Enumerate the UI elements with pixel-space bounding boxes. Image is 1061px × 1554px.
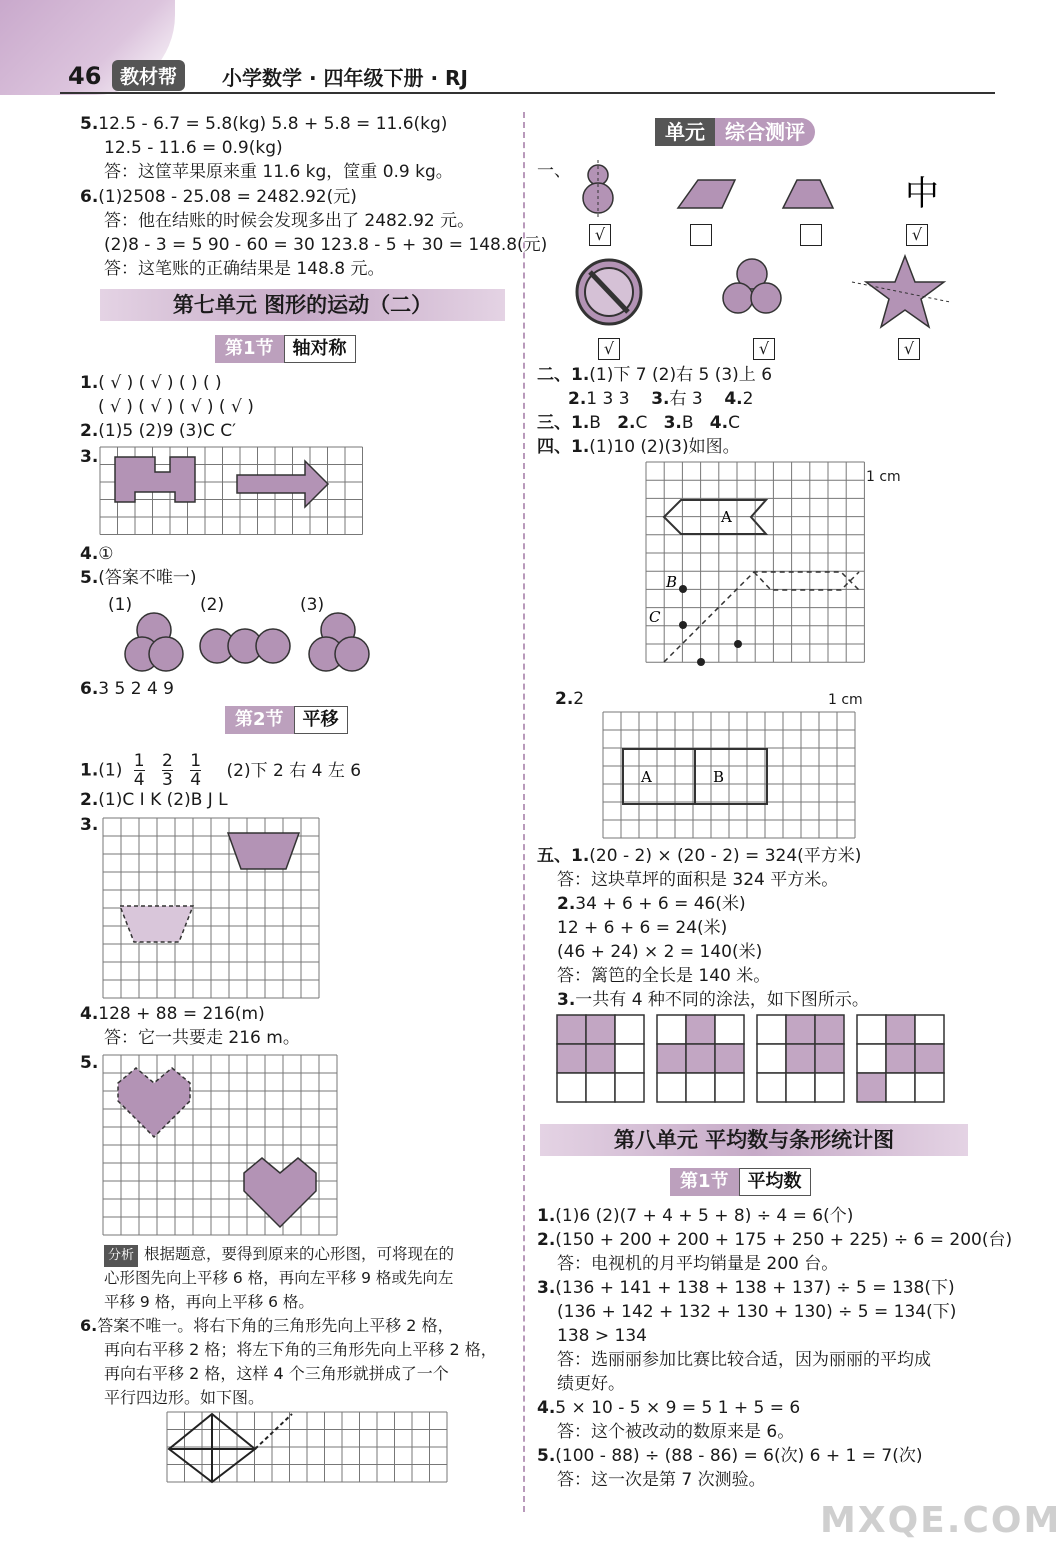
s8-answer-5-conclusion: 答：这一次是第 7 次测验。 — [557, 1470, 766, 1490]
rectangle-a — [623, 749, 695, 804]
star-shape — [866, 256, 944, 327]
arrow-shape — [237, 461, 328, 507]
coloring-cell — [757, 1044, 786, 1073]
s2-answer-4-conclusion: 答：它一共要走 216 m。 — [104, 1028, 300, 1048]
review-tag: 单元 — [655, 118, 715, 146]
answer-5-line2: 12.5 - 11.6 = 0.9(kg) — [104, 138, 283, 158]
coloring-cell — [786, 1044, 815, 1073]
symmetry-figures-row-2 — [572, 252, 952, 337]
label-a: A — [641, 768, 652, 786]
review-part-4-1: 四、1.(1)10 (2)(3)如图。 — [537, 437, 740, 457]
section-8-1-heading — [670, 1168, 811, 1196]
s8-answer-4-conclusion: 答：这个被改动的数原来是 6。 — [557, 1422, 795, 1442]
scale-label-1: 1 cm — [866, 469, 901, 485]
unit-8-title: 第八单元 平均数与条形统计图 — [540, 1124, 968, 1156]
coloring-cell — [586, 1044, 615, 1073]
column-divider — [523, 112, 525, 1512]
s2-answer-6-line3: 再向右平移 2 格，这样 4 个三角形就拼成了一个 — [104, 1364, 449, 1383]
coloring-cell — [586, 1015, 615, 1044]
answer-6-part2: (2)8 - 3 = 5 90 - 60 = 30 123.8 - 5 + 30 = 148.8(元) — [104, 235, 548, 255]
s8-answer-3: 3.(136 + 141 + 138 + 138 + 137) ÷ 5 = 138(下) — [537, 1278, 955, 1298]
section-tag: 第2节 — [225, 706, 294, 734]
watermark: MXQE.COM — [820, 1500, 1061, 1541]
review-part-2-rest: 2.1 3 3 3.右 3 4.2 — [568, 389, 754, 409]
review-name: 综合测评 — [715, 118, 815, 146]
coloring-cell — [557, 1073, 586, 1102]
checkbox: √ — [598, 338, 620, 360]
s8-answer-2: 2.(150 + 200 + 200 + 175 + 250 + 225) ÷ 6 = 200(台) — [537, 1230, 1013, 1250]
coloring-cell — [715, 1044, 744, 1073]
s8-answer-5: 5.(100 - 88) ÷ (88 - 86) = 6(次) 6 + 1 = 7(次) — [537, 1446, 923, 1466]
section-tag: 第1节 — [670, 1168, 739, 1196]
s2-answer-6-line4: 平行四边形。如下图。 — [104, 1388, 265, 1407]
coloring-cell — [786, 1015, 815, 1044]
coloring-cell — [757, 1073, 786, 1102]
translation-grid — [103, 818, 323, 998]
checkbox — [690, 224, 712, 246]
s8-answer-3-conclusion-2: 绩更好。 — [557, 1374, 625, 1394]
s8-answer-2-conclusion: 答：电视机的月平均销量是 200 台。 — [557, 1254, 839, 1274]
review-part-5-2: 2.34 + 6 + 6 = 46(米) — [557, 894, 746, 914]
book-title: 小学数学 · 四年级下册 · RJ — [222, 66, 468, 90]
answer-5: 5.12.5 - 6.7 = 5.8(kg) 5.8 + 5.8 = 11.6(kg) — [80, 114, 448, 134]
analysis-line-2: 心形图先向上平移 6 格，再向左平移 9 格或先向左 — [104, 1269, 454, 1287]
area-grid — [603, 712, 863, 842]
coloring-cell — [915, 1044, 944, 1073]
coloring-cell — [915, 1073, 944, 1102]
section-2-heading — [225, 706, 348, 734]
checkbox: √ — [589, 224, 611, 246]
coloring-cell — [557, 1015, 586, 1044]
symmetry-figures-row-1 — [575, 160, 945, 225]
label-a: A — [721, 508, 732, 526]
zhong-character: 中 — [905, 174, 939, 214]
s1-answer-2: 2.(1)5 (2)9 (3)C C′ — [80, 421, 236, 441]
s2-answer-6-line2: 再向右平移 2 格；将左下角的三角形先向上平移 2 格， — [104, 1340, 497, 1359]
review-part-5-2b: 12 + 6 + 6 = 24(米) — [557, 918, 728, 938]
symmetric-shape — [115, 457, 195, 502]
header-rule — [60, 92, 995, 94]
coloring-cell — [886, 1044, 915, 1073]
circle-figures — [120, 612, 390, 674]
s2-answer-2: 2.(1)C I K (2)B J L — [80, 790, 228, 810]
review-part-2-1: 二、1.(1)下 7 (2)右 5 (3)上 6 — [537, 365, 773, 385]
s1-answer-4: 4.① — [80, 544, 114, 564]
trapezoid-original-shape — [120, 906, 193, 942]
checkbox: √ — [753, 338, 775, 360]
circle-shape — [335, 637, 369, 671]
trapezoid-shape — [783, 180, 833, 208]
coloring-cell — [886, 1015, 915, 1044]
checkbox — [800, 224, 822, 246]
review-part-5-1: 五、1.(20 - 2) × (20 - 2) = 324(平方米) — [537, 846, 862, 866]
s2-answer-3-label: 3. — [80, 815, 99, 835]
brand-badge: 教材帮 — [112, 60, 185, 91]
circles-label-3: (3) — [300, 595, 325, 615]
answer-6-conclusion-2: 答：这笔账的正确结果是 148.8 元。 — [104, 259, 385, 279]
s1-answer-1a: 1.( √ ) ( √ ) ( ) ( ) — [80, 373, 222, 393]
review-heading — [655, 118, 815, 146]
coloring-cell — [715, 1073, 744, 1102]
coloring-cell — [686, 1044, 715, 1073]
review-part-5-3: 3.一共有 4 种不同的涂法，如下图所示。 — [557, 990, 869, 1010]
section-tag: 第1节 — [215, 335, 284, 363]
heart-grid — [103, 1055, 343, 1240]
s1-answer-1b: ( √ ) ( √ ) ( √ ) ( √ ) — [98, 397, 254, 417]
rectangle-b — [695, 749, 767, 804]
fraction: $\frac{1}{4}$ — [133, 751, 145, 790]
section-name: 轴对称 — [284, 335, 356, 363]
coloring-cell — [686, 1073, 715, 1102]
coloring-cell — [815, 1015, 844, 1044]
answer-6-conclusion-1: 答：他在结账的时候会发现多出了 2482.92 元。 — [104, 211, 475, 231]
answer-6: 6.(1)2508 - 25.08 = 2482.92(元) — [80, 187, 357, 207]
coloring-cell — [657, 1073, 686, 1102]
coloring-cell — [815, 1044, 844, 1073]
s8-answer-4: 4.5 × 10 - 5 × 9 = 5 1 + 5 = 6 — [537, 1398, 801, 1418]
circles-label-2: (2) — [200, 595, 225, 615]
coloring-grids — [557, 1015, 947, 1105]
fraction: $\frac{2}{3}$ — [162, 751, 173, 790]
coloring-cell — [586, 1073, 615, 1102]
s8-answer-1: 1.(1)6 (2)(7 + 4 + 5 + 8) ÷ 4 = 6(个) — [537, 1206, 854, 1226]
s2-answer-5-label: 5. — [80, 1053, 99, 1073]
checkbox: √ — [906, 224, 928, 246]
scale-label-2: 1 cm — [828, 692, 863, 708]
section-1-heading — [215, 335, 356, 363]
coloring-cell — [615, 1015, 644, 1044]
s1-answer-3-label: 3. — [80, 447, 99, 467]
coloring-cell — [686, 1015, 715, 1044]
coloring-cell — [857, 1073, 886, 1102]
review-part-5-2-conclusion: 答：篱笆的全长是 140 米。 — [557, 966, 771, 986]
parallelogram-shape — [678, 180, 735, 208]
coloring-cell — [657, 1044, 686, 1073]
s8-answer-3-conclusion: 答：选丽丽参加比赛比较合适，因为丽丽的平均成 — [557, 1350, 931, 1370]
circle-shape — [256, 629, 290, 663]
point-b — [679, 585, 687, 593]
s2-answer-4: 4.128 + 88 = 216(m) — [80, 1004, 265, 1024]
analysis-line-1: 分析 根据题意，要得到原来的心形图，可将现在的 — [104, 1243, 454, 1267]
s8-answer-3b: (136 + 142 + 132 + 130 + 130) ÷ 5 = 134(下) — [557, 1302, 957, 1322]
point-c — [679, 621, 687, 629]
coloring-cell — [857, 1044, 886, 1073]
circle-shape — [149, 637, 183, 671]
coloring-cell — [757, 1015, 786, 1044]
coloring-cell — [786, 1073, 815, 1102]
review-part-5-1-conclusion: 答：这块草坪的面积是 324 平方米。 — [557, 870, 839, 890]
review-part-1-label: 一、 — [537, 161, 571, 181]
coloring-cell — [915, 1015, 944, 1044]
coloring-cell — [615, 1044, 644, 1073]
dashed-guide — [255, 1414, 292, 1449]
coloring-cell — [615, 1073, 644, 1102]
s2-answer-6: 6.答案不唯一。将右下角的三角形先向上平移 2 格， — [80, 1316, 454, 1335]
section-name: 平移 — [294, 706, 348, 734]
s8-answer-3c: 138 > 134 — [557, 1326, 647, 1346]
trapezoid-shape — [228, 833, 299, 869]
unit-7-title: 第七单元 图形的运动（二） — [100, 289, 505, 321]
coloring-cell — [857, 1015, 886, 1044]
s1-answer-6: 6.3 5 2 4 9 — [80, 679, 174, 699]
review-part-5-2c: (46 + 24) × 2 = 140(米) — [557, 942, 763, 962]
label-b: B — [713, 768, 725, 786]
section-name: 平均数 — [739, 1168, 811, 1196]
coloring-cell — [557, 1044, 586, 1073]
symmetry-grid — [100, 447, 370, 542]
coloring-cell — [657, 1015, 686, 1044]
fraction: $\frac{1}{4}$ — [190, 751, 202, 790]
label-c: C — [649, 608, 661, 626]
circles-label-1: (1) — [108, 595, 133, 615]
label-b: B — [666, 573, 678, 591]
review-part-3: 三、1.B 2.C 3.B 4.C — [537, 413, 740, 433]
rotation-grid — [646, 462, 896, 682]
review-part-4-2: 2.2 — [555, 689, 585, 709]
answer-5-conclusion: 答：这筐苹果原来重 11.6 kg，筐重 0.9 kg。 — [104, 162, 453, 182]
parallelogram-grid — [167, 1412, 457, 1484]
circle-shape — [751, 283, 781, 313]
coloring-cell — [715, 1015, 744, 1044]
coloring-cell — [886, 1073, 915, 1102]
page-number: 46 — [68, 62, 102, 90]
checkbox: √ — [898, 338, 920, 360]
analysis-line-3: 平移 9 格，再向上平移 6 格。 — [104, 1293, 314, 1311]
circle-shape — [723, 283, 753, 313]
s1-answer-5: 5.(答案不唯一) — [80, 568, 197, 588]
analysis-tag: 分析 — [104, 1245, 138, 1267]
s2-answer-1: 1.(1) $\frac{1}{4}$ $\frac{2}{3}$ $\frac{1}{4}$ (2)下 2 右 4 左 6 — [80, 751, 362, 790]
coloring-cell — [815, 1073, 844, 1102]
